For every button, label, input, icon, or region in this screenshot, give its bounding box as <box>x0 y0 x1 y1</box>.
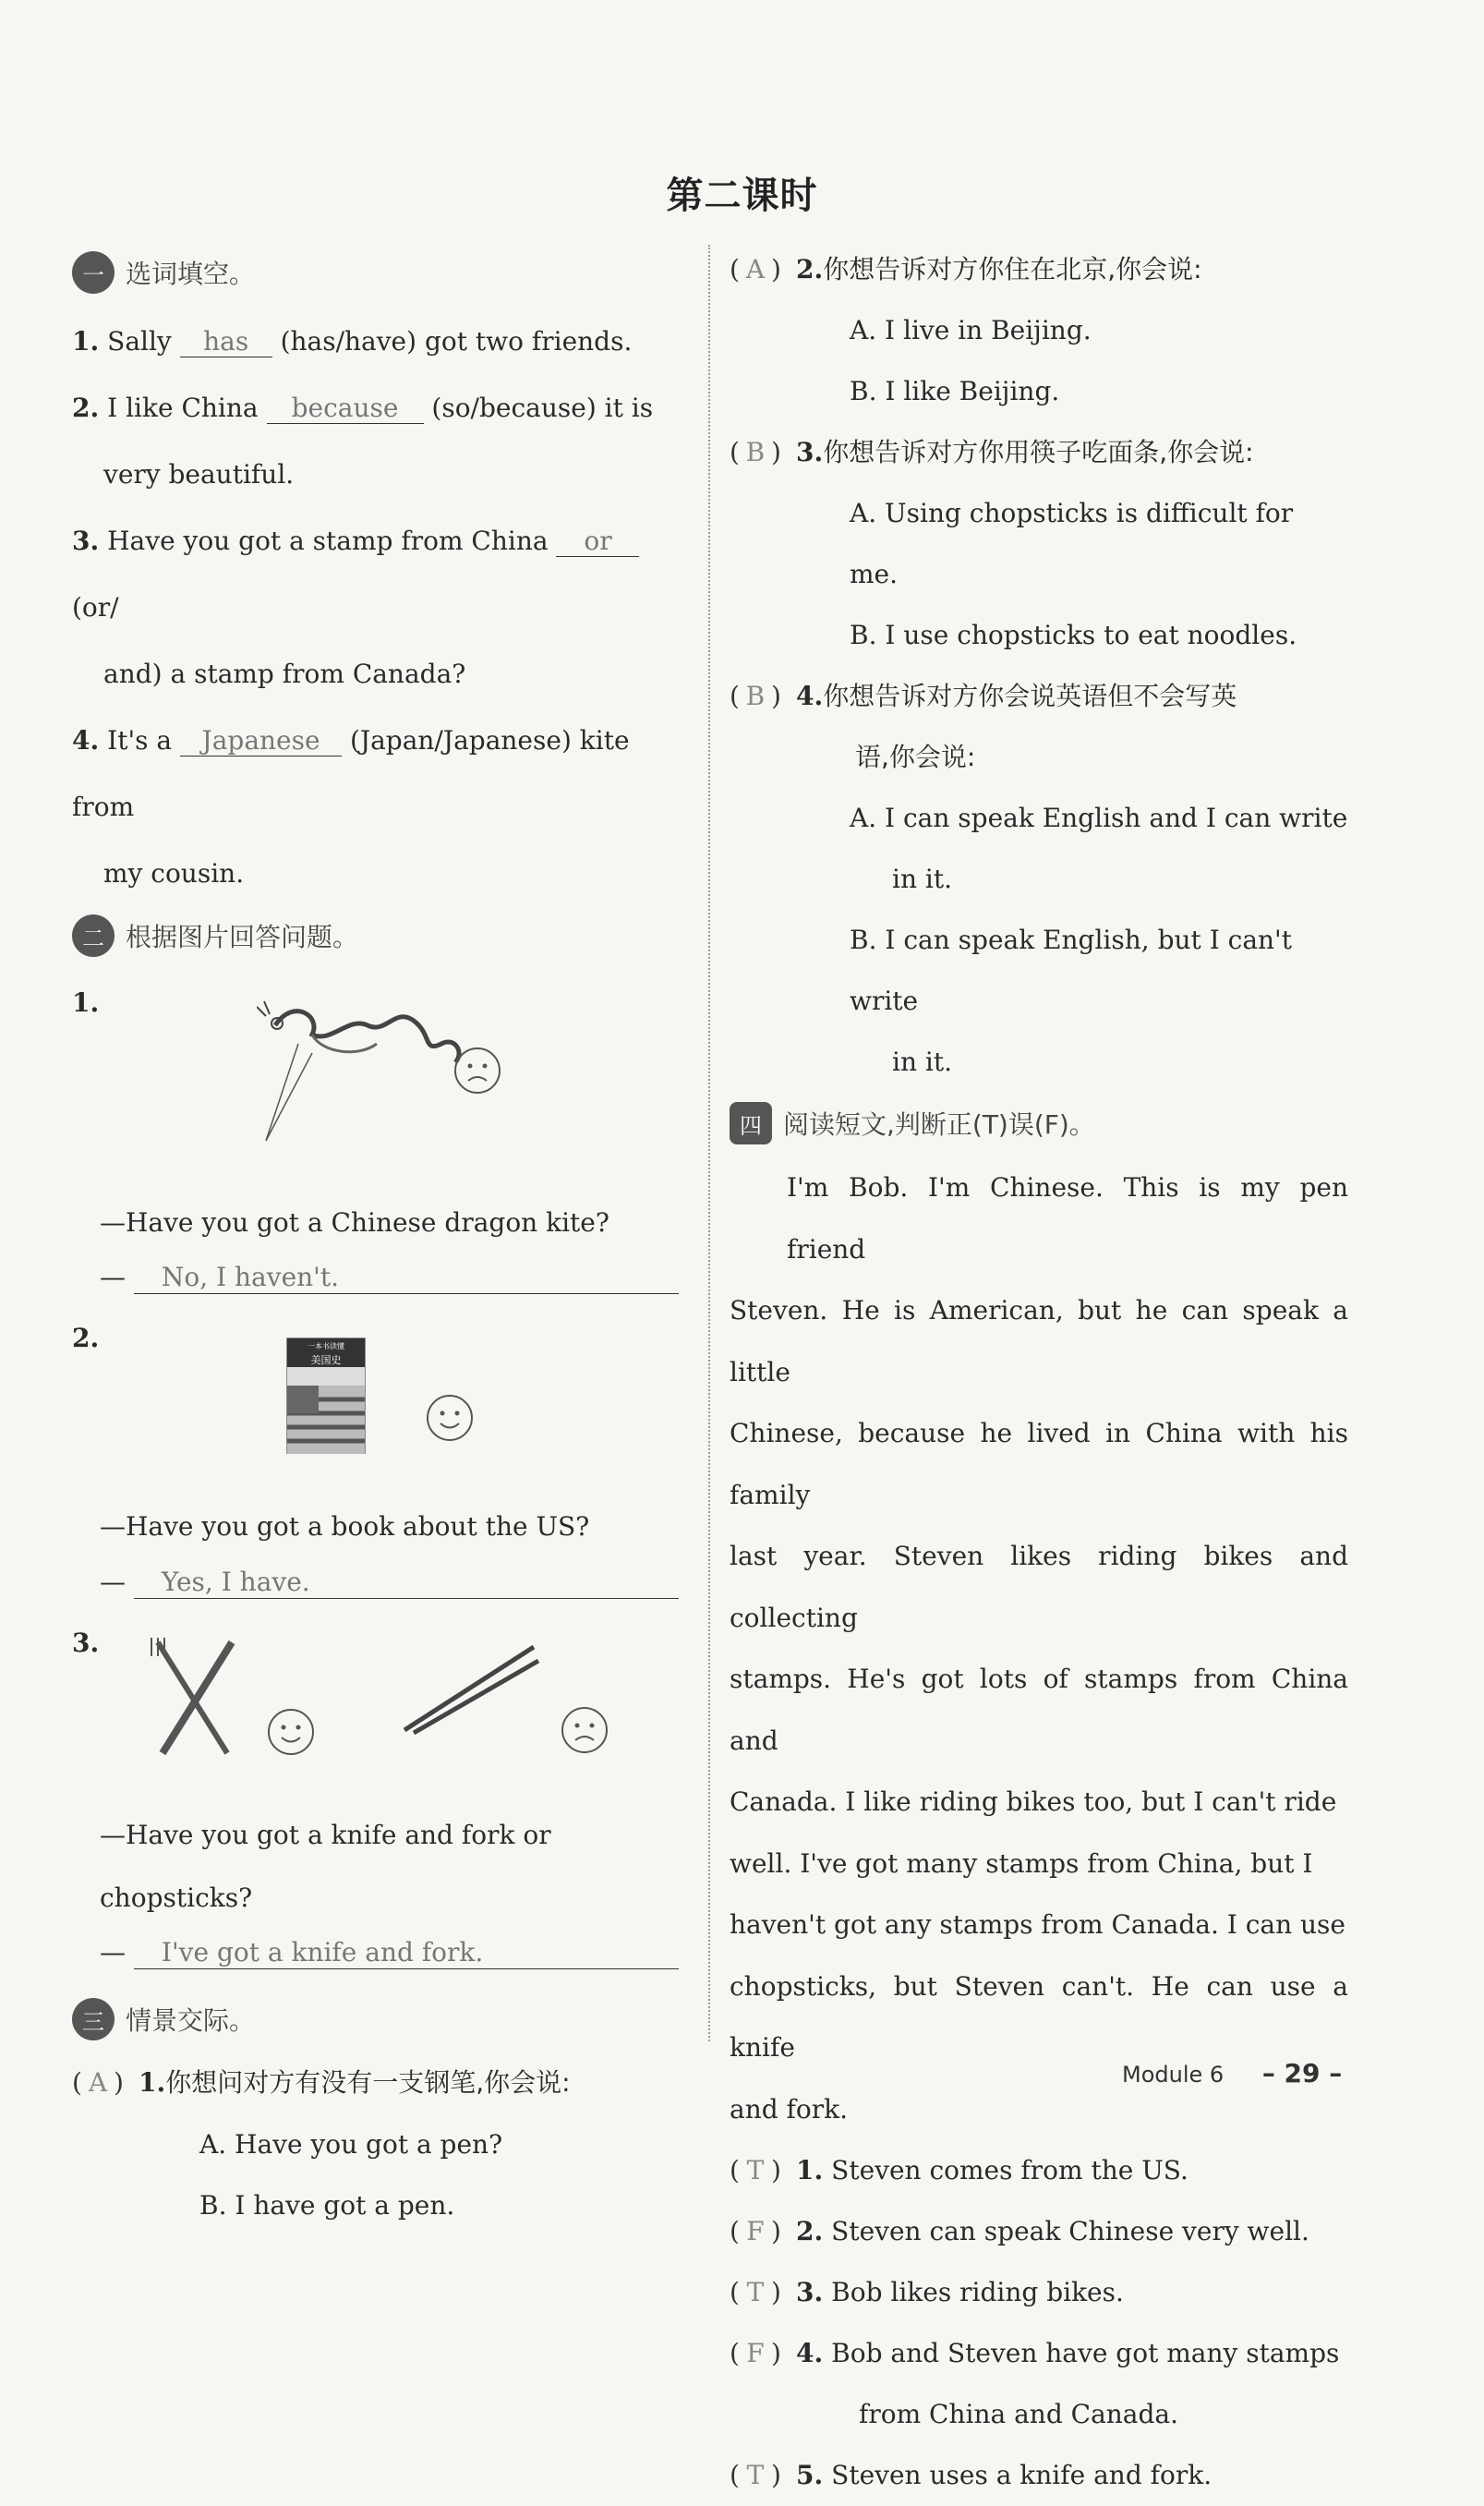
section2-heading <box>72 911 691 961</box>
answer-choice[interactable]: T <box>746 2277 765 2307</box>
picture-item-2: 2. 一本书读懂 美国史 <box>72 1301 691 1495</box>
section3-heading <box>72 1994 691 2044</box>
section4-heading <box>730 1098 1348 1148</box>
tf-item-2: ( F ) 2. Steven can speak Chinese very well. <box>730 2201 1348 2262</box>
left-column <box>72 245 691 2236</box>
fill-item-4: 4. It's a Japanese (Japan/Japanese) kite from <box>72 725 630 822</box>
section-badge: 三 <box>72 1998 115 2040</box>
section-title: 情景交际。 <box>126 2005 256 2036</box>
option-a: A. I live in Beijing. <box>850 315 1092 345</box>
module-label: Module 6 <box>1122 2062 1225 2088</box>
answer-line[interactable]: Yes, I have. <box>134 1567 679 1599</box>
happy-face-icon <box>425 1393 475 1443</box>
answer-choice[interactable]: A <box>745 254 766 284</box>
book-icon: 一本书读懂 美国史 <box>286 1338 366 1454</box>
answer-blank[interactable]: or <box>556 527 639 557</box>
sad-face-icon <box>560 1705 609 1755</box>
tf-item-3: ( T ) 3. Bob likes riding bikes. <box>730 2262 1348 2323</box>
fill-item-2: 2. I like China because (so/because) it is <box>72 393 654 423</box>
answer-blank[interactable]: Japanese <box>180 726 342 757</box>
option-b: B. I can speak English, but I can't write <box>850 925 1293 1016</box>
option-a-cont: in it. <box>892 864 952 894</box>
reading-passage: I'm Bob. I'm Chinese. This is my pen friend Steven. He is American, but he can speak a little Chinese, because he lived in China with his family last year. Steven likes riding bikes and collecting stamps. He's got lots of stamps from China and Canada. I like riding bikes too, but I can't ride well. I've got many stamps from China, but I haven't got any stamps from Canada. I can use chopsticks, but Steven can't. He can use a knife and fork. <box>730 1172 1348 2125</box>
page-title: 第二课时 <box>666 175 818 217</box>
page-number: – 29 – <box>1261 2058 1343 2088</box>
section-badge: 四 <box>730 1102 772 1144</box>
section1-heading <box>72 248 691 297</box>
tf-item-4: ( F ) 4. Bob and Steven have got many stamps <box>730 2323 1348 2384</box>
page-footer <box>1122 2058 1342 2088</box>
option-b: B. I use chopsticks to eat noodles. <box>850 620 1297 650</box>
tf-item-5: ( T ) 5. Steven uses a knife and fork. <box>730 2445 1348 2506</box>
fill-item-3: 3. Have you got a stamp from China or (or/ <box>72 508 691 641</box>
situation-item-3: ( B ) 3.你想告诉对方你用筷子吃面条,你会说: <box>730 422 1348 483</box>
answer-line[interactable]: I've got a knife and fork. <box>134 1937 679 1969</box>
fill-item-4-cont: my cousin. <box>103 858 245 889</box>
situation-item-2: ( A ) 2.你想告诉对方你住在北京,你会说: <box>730 239 1348 300</box>
answer-choice[interactable]: T <box>746 2460 765 2490</box>
section-title: 根据图片回答问题。 <box>126 922 359 952</box>
answer-choice[interactable]: A <box>88 2067 108 2098</box>
question-text: —Have you got a Chinese dragon kite? <box>100 1207 609 1238</box>
option-b: B. I like Beijing. <box>850 376 1060 406</box>
chopsticks-icon <box>395 1642 543 1735</box>
section-badge: 二 <box>72 914 115 957</box>
fill-item-2-cont: very beautiful. <box>103 459 295 490</box>
answer-row: — No, I haven't. <box>72 1254 691 1301</box>
option-a: A. Using chopsticks is difficult for me. <box>850 498 1294 589</box>
picture-item-1: 1. <box>72 961 691 1192</box>
answer-blank[interactable]: because <box>267 393 424 424</box>
section-title: 选词填空。 <box>126 259 256 289</box>
sad-face-icon <box>452 1046 502 1096</box>
question-text: —Have you got a knife and fork or chopsticks? <box>100 1820 551 1913</box>
question-text: —Have you got a book about the US? <box>100 1511 590 1542</box>
answer-choice[interactable]: T <box>746 2155 765 2185</box>
picture-item-3: 3. <box>72 1605 691 1804</box>
answer-row: — Yes, I have. <box>72 1559 691 1605</box>
tf-item-1: ( T ) 1. Steven comes from the US. <box>730 2140 1348 2201</box>
answer-choice[interactable]: B <box>745 681 766 711</box>
fill-item-1: 1. Sally has (has/have) got two friends. <box>72 326 633 357</box>
answer-blank[interactable]: has <box>180 327 272 357</box>
item-text-cont: 语,你会说: <box>855 742 976 772</box>
option-b-cont: in it. <box>892 1047 952 1077</box>
tf-item-4-cont: from China and Canada. <box>859 2399 1179 2429</box>
answer-choice[interactable]: F <box>746 2216 765 2246</box>
section-badge: 一 <box>72 251 115 294</box>
right-column <box>730 245 1348 2506</box>
option-a: A. I can speak English and I can write <box>850 803 1348 833</box>
fill-item-3-cont: and) a stamp from Canada? <box>103 659 466 689</box>
answer-row: — I've got a knife and fork. <box>72 1930 691 1976</box>
column-divider <box>708 245 710 2041</box>
situation-item-4: ( B ) 4.你想告诉对方你会说英语但不会写英 <box>730 666 1348 727</box>
knife-fork-icon <box>144 1633 246 1762</box>
answer-choice[interactable]: F <box>746 2338 765 2368</box>
option-a: A. Have you got a pen? <box>199 2129 503 2160</box>
answer-line[interactable]: No, I haven't. <box>134 1262 679 1294</box>
happy-face-icon <box>266 1707 316 1757</box>
situation-item-1: ( A ) 1.你想问对方有没有一支钢笔,你会说: <box>72 2052 691 2114</box>
option-b: B. I have got a pen. <box>199 2190 455 2221</box>
answer-choice[interactable]: B <box>745 437 766 467</box>
section-title: 阅读短文,判断正(T)误(F)。 <box>783 1109 1095 1140</box>
